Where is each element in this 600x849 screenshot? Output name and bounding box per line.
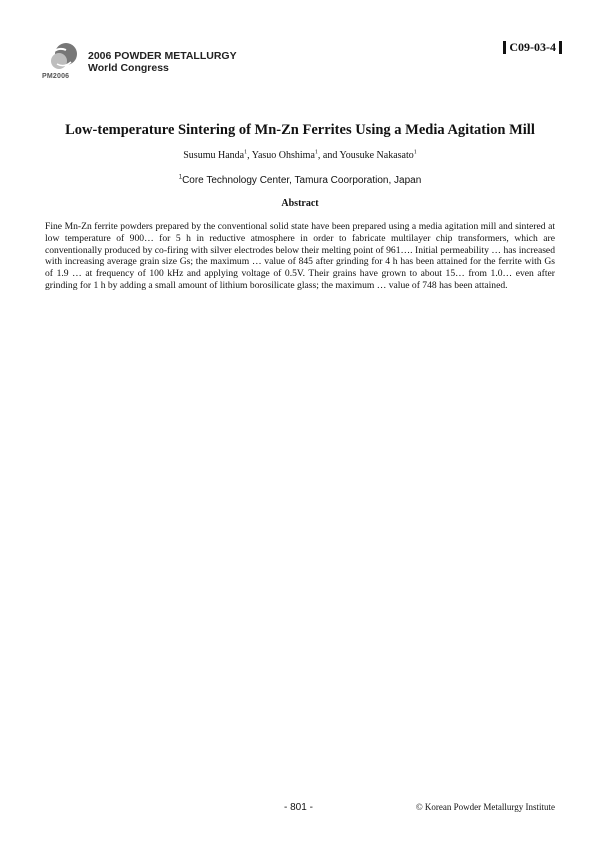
logo-label: PM2006 bbox=[42, 73, 70, 80]
author-1: Susumu Handa$^1$, bbox=[183, 149, 252, 161]
code-right-bar bbox=[559, 41, 562, 54]
paper-code-text: C09-03-4 bbox=[509, 40, 556, 54]
affiliation: $^1$Core Technology Center, Tamura Coorporation, Japan bbox=[178, 174, 422, 186]
paper-code bbox=[503, 40, 562, 55]
author-list bbox=[0, 150, 600, 161]
conference-line-2: World Congress bbox=[88, 62, 169, 74]
author-3: Yousuke Nakasato$^1$ bbox=[339, 149, 417, 161]
abstract-heading: Abstract bbox=[281, 198, 319, 209]
abstract-body: Fine Mn-Zn ferrite powders prepared by the conventional solid state have been prepared using a media agitation mill and sintered at low temperature of 900… for 5 h in reductive atmosphere in order to fabricate multilayer chip transformers, which are conventionally produced by co-firing with silver electrodes below their melting point of 961…. Initial permeability … has increased with increasing average grain size Gs; the maximum … value of 845 after grinding for 4 h has been attained for the ferrite with Gs of 1.9 … at frequency of 100 kHz and applying voltage of 0.5V. Their grains have grown to about 15… from 1.0… even after grinding for 1 h by adding a small amount of lithium borosilicate glass; the maximum … value of 748 has been attained. bbox=[45, 221, 555, 291]
author-2: Yasuo Ohshima$^1$, and bbox=[251, 149, 340, 161]
paper-title: Low-temperature Sintering of Mn-Zn Ferrites Using a Media Agitation Mill bbox=[65, 122, 535, 138]
code-left-bar bbox=[503, 41, 506, 54]
conference-name bbox=[88, 50, 237, 74]
page-number: - 801 - bbox=[284, 802, 313, 813]
copyright-notice: © Korean Powder Metallurgy Institute bbox=[415, 802, 555, 812]
conference-line-1: 2006 POWDER METALLURGY bbox=[88, 50, 237, 62]
